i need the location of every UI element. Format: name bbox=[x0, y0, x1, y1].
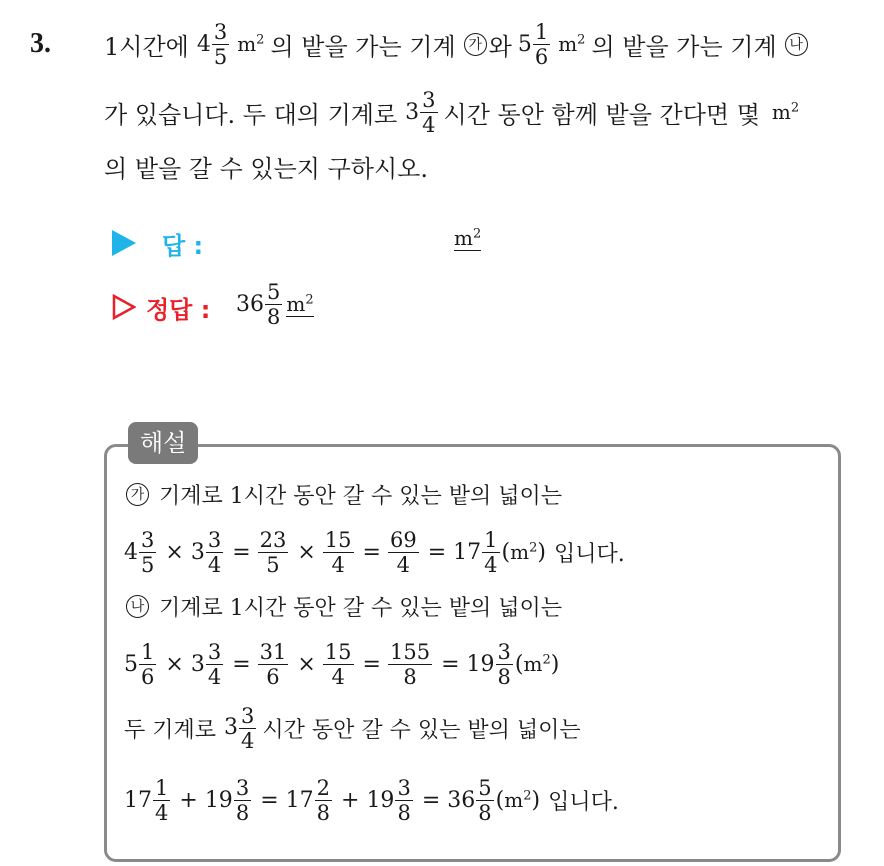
solution-line-6: 17 $\frac{1}{4}$ + 19 $\frac{3}{8}$ = 17 $\frac{2}{8}$ + 19 $\frac{3}{8}$ = 36 $\frac{5}{8}$ ( $m^2$ ) 입니다. bbox=[124, 775, 619, 825]
solution-line-1: 가 기계로 1시간 동안 갈 수 있는 밭의 넓이는 bbox=[124, 466, 562, 522]
unit-m2: $m^2$ bbox=[286, 292, 314, 316]
circled-na-icon: 나 bbox=[126, 595, 149, 618]
problem-line-3 bbox=[104, 136, 428, 196]
unit-m2: $m^2$ bbox=[771, 100, 800, 124]
answer-label: 답 : bbox=[162, 231, 204, 260]
problem-text: 의 밭을 가는 기계 bbox=[591, 32, 777, 61]
unit-m2: $m^2$ bbox=[558, 32, 586, 56]
problem-text: 1시간에 bbox=[104, 32, 189, 61]
circled-na-icon: 나 bbox=[785, 33, 808, 56]
solution-line-2: 4 $\frac{3}{5}$ × 3 $\frac{3}{4}$ = $\frac{23}{5}$ × $\frac{15}{4}$ = $\frac{69}{4}$ = 17 $\frac{1}{4}$ ( $m^2$ ) 입니다. bbox=[124, 527, 625, 577]
problem-text: 의 밭을 가는 기계 bbox=[270, 32, 456, 61]
solution-tab: 해설 bbox=[128, 422, 198, 464]
mixed-number: 5 $\frac{1}{6}$ bbox=[517, 19, 549, 69]
circled-ga-icon: 가 bbox=[126, 483, 149, 506]
outline-triangle-icon bbox=[112, 294, 136, 320]
correct-answer-value: 36 $\frac{5}{8}$ $m^2$ bbox=[236, 280, 314, 329]
answer-row bbox=[112, 226, 203, 260]
problem-number: 3. bbox=[30, 28, 51, 59]
problem-text: 와 bbox=[488, 32, 512, 61]
answer-input[interactable]: $m^2$ bbox=[454, 226, 482, 250]
correct-answer-row bbox=[112, 290, 210, 324]
correct-answer-label: 정답 : bbox=[146, 295, 211, 324]
solution-line-4: 5 $\frac{1}{6}$ × 3 $\frac{3}{4}$ = $\frac{31}{6}$ × $\frac{15}{4}$ = $\frac{155}{8}$ = 19 $\frac{3}{8}$ ( $m^2$ ) bbox=[124, 639, 560, 689]
solution-line-3: 나 기계로 1시간 동안 갈 수 있는 밭의 넓이는 bbox=[124, 578, 562, 634]
solution-line-5: 두 기계로 3 $\frac{3}{4}$ 시간 동안 갈 수 있는 밭의 넓이는 bbox=[124, 703, 581, 753]
problem-line-1 bbox=[104, 14, 810, 74]
problem-text: 시간 동안 함께 밭을 간다면 몇 bbox=[443, 100, 760, 129]
mixed-number: 3 $\frac{3}{4}$ bbox=[405, 87, 436, 137]
problem-line-2 bbox=[104, 82, 805, 142]
mixed-number: 4 $\frac{3}{5}$ bbox=[196, 19, 228, 69]
problem-text: 의 밭을 갈 수 있는지 구하시오. bbox=[104, 154, 428, 183]
unit-m2: $m^2$ bbox=[237, 32, 265, 56]
circled-ga-icon: 가 bbox=[464, 33, 487, 56]
problem-text: 가 있습니다. 두 대의 기계로 bbox=[104, 100, 398, 129]
play-triangle-icon bbox=[112, 230, 136, 256]
